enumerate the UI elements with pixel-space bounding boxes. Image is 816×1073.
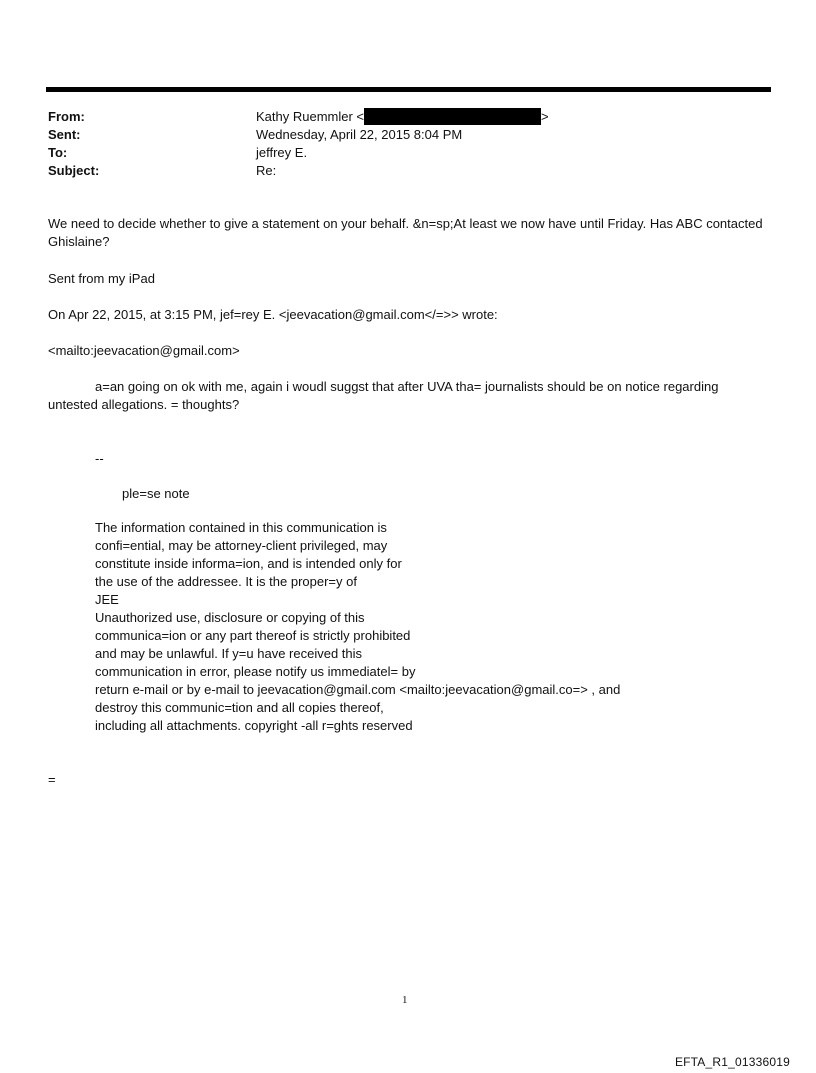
- disclaimer-line: destroy this communic=tion and all copies thereof,: [95, 700, 384, 715]
- mailto-line: <mailto:jeevacation@gmail.com>: [48, 343, 240, 358]
- disclaimer-line: Unauthorized use, disclosure or copying of this: [95, 610, 365, 625]
- disclaimer-line: and may be unlawful. If y=u have received this: [95, 646, 363, 661]
- disclaimer-line: constitute inside informa=ion, and is intended only for: [95, 556, 402, 571]
- disclaimer-line: including all attachments. copyright -all r=ghts reserved: [95, 718, 413, 733]
- please-note: ple=se note: [122, 486, 190, 501]
- disclaimer-line: the use of the addressee. It is the proper=y of: [95, 574, 357, 589]
- quote-header: On Apr 22, 2015, at 3:15 PM, jef=rey E. <jeevacation@gmail.com</=>> wrote:: [48, 307, 498, 322]
- to-label: To:: [48, 145, 68, 160]
- subject-row: [48, 162, 549, 180]
- disclaimer-line: JEE: [95, 592, 119, 607]
- from-name: Kathy Ruemmler <: [256, 109, 365, 124]
- trailing-equals: =: [48, 772, 56, 787]
- header-divider: [46, 87, 771, 92]
- from-close-bracket: >: [541, 109, 549, 124]
- page-number: 1: [402, 994, 408, 1006]
- disclaimer-line: communication in error, please notify us immediatel= by: [95, 664, 416, 679]
- dash-separator: --: [95, 451, 104, 466]
- quoted-line-1: a=an going on ok with me, again i woudl suggst that after UVA tha= journalists should be on notice regarding: [95, 379, 719, 394]
- subject-value: Re:: [256, 163, 277, 178]
- sent-row: [48, 126, 549, 144]
- document-id: EFTA_R1_01336019: [674, 1055, 790, 1069]
- confidentiality-disclaimer: [95, 519, 620, 735]
- to-value: jeffrey E.: [256, 145, 308, 160]
- from-row: [48, 108, 549, 126]
- sent-label: Sent:: [48, 127, 81, 142]
- email-header: [48, 108, 549, 180]
- from-label: From:: [48, 109, 85, 124]
- disclaimer-line: confi=ential, may be attorney-client privileged, may: [95, 538, 388, 553]
- subject-label: Subject:: [48, 163, 100, 178]
- message-paragraph: We need to decide whether to give a statement on your behalf. &n=sp;At least we now have until Friday. Has ABC contacted Ghislaine?: [48, 216, 763, 249]
- redacted-email-block: [364, 108, 541, 125]
- disclaimer-line: communica=ion or any part thereof is strictly prohibited: [95, 628, 411, 643]
- quoted-line-2: untested allegations. = thoughts?: [48, 397, 240, 412]
- from-value: [256, 108, 549, 126]
- sent-value: Wednesday, April 22, 2015 8:04 PM: [256, 127, 463, 142]
- disclaimer-line: return e-mail or by e-mail to jeevacation@gmail.com <mailto:jeevacation@gmail.co=> , and: [95, 682, 621, 697]
- signature-line: Sent from my iPad: [48, 271, 155, 286]
- to-row: [48, 144, 549, 162]
- disclaimer-line: The information contained in this communication is: [95, 520, 387, 535]
